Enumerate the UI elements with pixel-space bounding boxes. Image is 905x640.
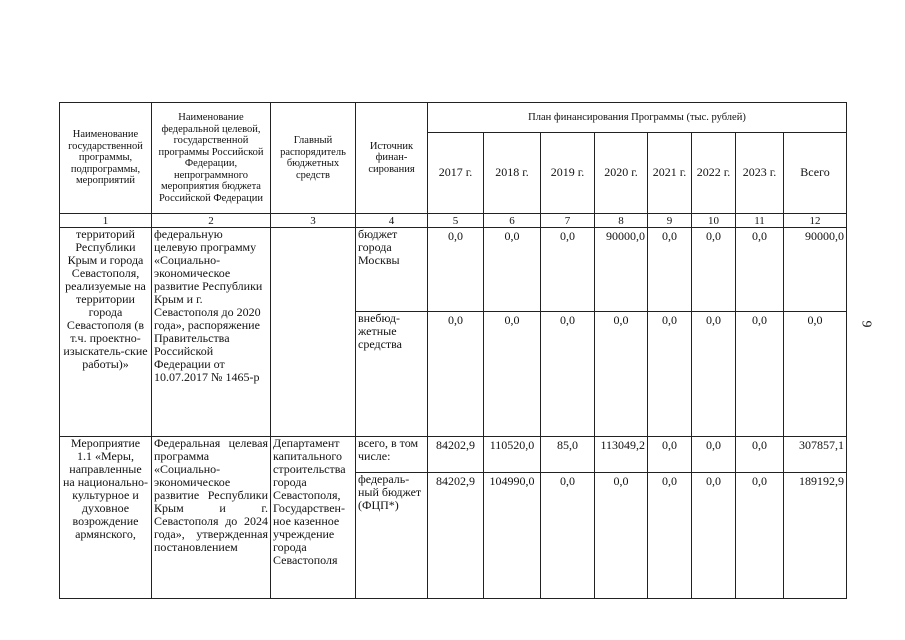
value-cell: 0,0 <box>541 228 595 312</box>
header-year-2020: 2020 г. <box>595 133 648 214</box>
header-year-2019: 2019 г. <box>541 133 595 214</box>
header-row-1 <box>60 103 847 133</box>
value-cell: 0,0 <box>784 312 847 437</box>
header-year-2021: 2021 г. <box>648 133 692 214</box>
header-funding-source: Источник финан-сирования <box>356 103 428 214</box>
column-number: 6 <box>484 214 541 228</box>
value-cell: 0,0 <box>692 312 736 437</box>
federal-program-cell: Федеральная целевая программа «Социально-экономическое развитие Республики Крым и г. Севастополя до 2024 года», утвержденная постановлением <box>152 437 271 599</box>
funding-source-cell: федераль-ный бюджет (ФЦП*) <box>356 473 428 599</box>
column-number: 8 <box>595 214 648 228</box>
value-cell: 85,0 <box>541 437 595 473</box>
financing-table <box>59 102 847 599</box>
budget-manager-cell <box>271 228 356 437</box>
value-cell: 0,0 <box>428 228 484 312</box>
value-cell: 0,0 <box>428 312 484 437</box>
header-total: Всего <box>784 133 847 214</box>
value-cell: 0,0 <box>736 473 784 599</box>
column-number: 2 <box>152 214 271 228</box>
value-cell: 0,0 <box>595 312 648 437</box>
value-cell: 104990,0 <box>484 473 541 599</box>
column-number: 3 <box>271 214 356 228</box>
program-name-cell: территорий Республики Крым и города Севастополя, реализуемые на территории города Севастополя (в т.ч. проектно-изыскатель-ские работы)» <box>60 228 152 437</box>
value-cell: 90000,0 <box>595 228 648 312</box>
column-number: 5 <box>428 214 484 228</box>
value-cell: 307857,1 <box>784 437 847 473</box>
column-number: 10 <box>692 214 736 228</box>
header-budget-manager: Главный распорядитель бюджетных средств <box>271 103 356 214</box>
value-cell: 0,0 <box>736 437 784 473</box>
value-cell: 189192,9 <box>784 473 847 599</box>
column-number: 1 <box>60 214 152 228</box>
column-number-row <box>60 214 847 228</box>
program-name-cell: Мероприятие 1.1 «Меры, направленные на национально-культурное и духовное возрождение армянского, <box>60 437 152 599</box>
value-cell: 113049,2 <box>595 437 648 473</box>
value-cell: 0,0 <box>541 473 595 599</box>
header-year-2022: 2022 г. <box>692 133 736 214</box>
header-year-2018: 2018 г. <box>484 133 541 214</box>
value-cell: 0,0 <box>648 228 692 312</box>
funding-source-cell: внебюд-жетные средства <box>356 312 428 437</box>
column-number: 11 <box>736 214 784 228</box>
value-cell: 0,0 <box>541 312 595 437</box>
value-cell: 0,0 <box>484 228 541 312</box>
value-cell: 110520,0 <box>484 437 541 473</box>
value-cell: 0,0 <box>648 312 692 437</box>
page-number: 9 <box>858 320 874 328</box>
header-financing-plan: План финансирования Программы (тыс. рублей) <box>428 103 847 133</box>
value-cell: 84202,9 <box>428 473 484 599</box>
value-cell: 0,0 <box>692 228 736 312</box>
column-number: 4 <box>356 214 428 228</box>
value-cell: 90000,0 <box>784 228 847 312</box>
budget-manager-cell: Департамент капитального строительства города Севастополя, Государствен-ное казенное учреждение города Севастополя <box>271 437 356 599</box>
column-number: 7 <box>541 214 595 228</box>
table-row <box>60 437 847 473</box>
value-cell: 0,0 <box>484 312 541 437</box>
value-cell: 0,0 <box>595 473 648 599</box>
value-cell: 0,0 <box>692 437 736 473</box>
value-cell: 0,0 <box>648 473 692 599</box>
header-year-2023: 2023 г. <box>736 133 784 214</box>
value-cell: 0,0 <box>648 437 692 473</box>
value-cell: 0,0 <box>736 228 784 312</box>
column-number: 9 <box>648 214 692 228</box>
header-program-name: Наименование государственной программы, подпрограммы, мероприятий <box>60 103 152 214</box>
funding-source-cell: бюджет города Москвы <box>356 228 428 312</box>
value-cell: 0,0 <box>736 312 784 437</box>
column-number: 12 <box>784 214 847 228</box>
value-cell: 84202,9 <box>428 437 484 473</box>
table-row <box>60 228 847 312</box>
value-cell: 0,0 <box>692 473 736 599</box>
federal-program-cell: федеральную целевую программу «Социально-экономическое развитие Республики Крым и г. Севастополя до 2020 года», распоряжение Правительства Российской Федерации от 10.07.2017 № 1465-р <box>152 228 271 437</box>
header-federal-program: Наименование федеральной целевой, государственной программы Российской Федерации, непрограммного мероприятия бюджета Российской Федерации <box>152 103 271 214</box>
header-year-2017: 2017 г. <box>428 133 484 214</box>
funding-source-cell: всего, в том числе: <box>356 437 428 473</box>
